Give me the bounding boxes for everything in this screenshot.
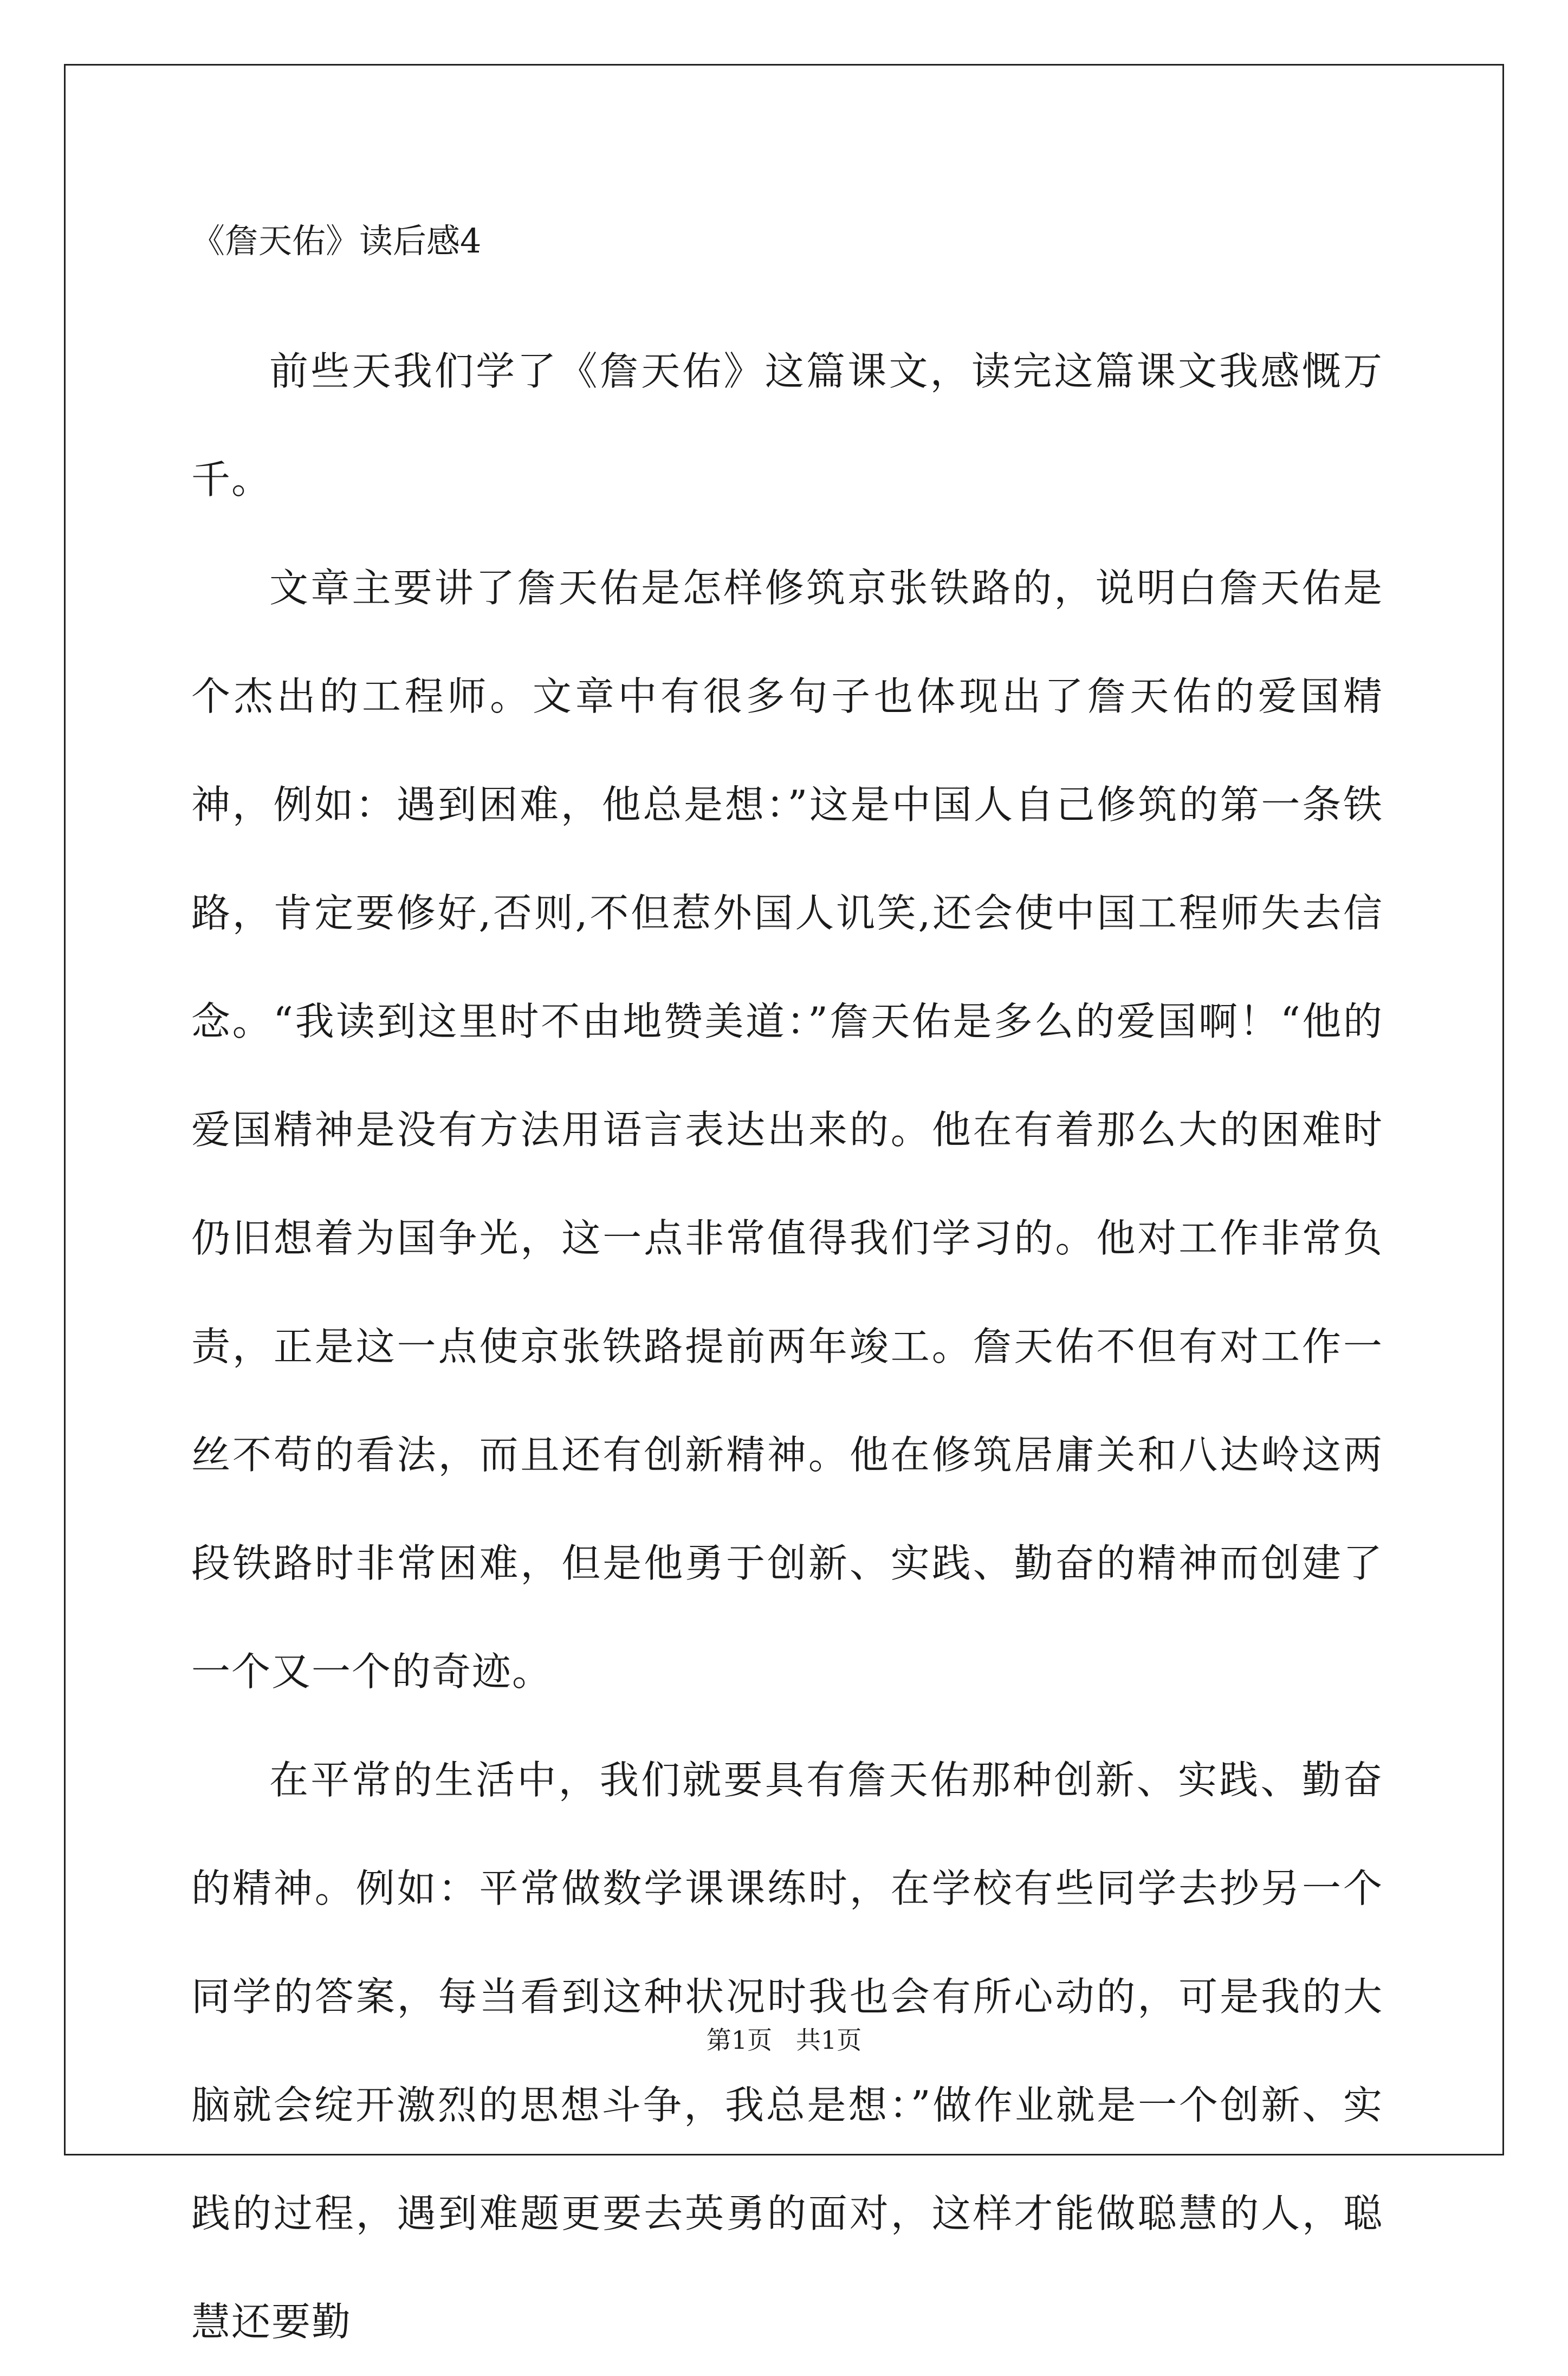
document-body — [191, 317, 1383, 2376]
paragraph-1: 前些天我们学了《詹天佑》这篇课文，读完这篇课文我感慨万千。 — [191, 348, 1383, 502]
paragraph-2: 文章主要讲了詹天佑是怎样修筑京张铁路的，说明白詹天佑是个杰出的工程师。文章中有很多句子也体现出了詹天佑的爱国精神，例如：遇到困难，他总是想：”这是中国人自己修筑的第一条铁路，肯定要修好,否则,不但惹外国人讥笑,还会使中国工程师失去信念。“我读到这里时不由地赞美道：”詹天佑是多么的爱国啊！“他的爱国精神是没有方法用语言表达出来的。他在有着那么大的困难时仍旧想着为国争光，这一点非常值得我们学习的。他对工作非常负责，正是这一点使京张铁路提前两年竣工。詹天佑不但有对工作一丝不苟的看法，而且还有创新精神。他在修筑居庸关和八达岭这两段铁路时非常困难，但是他勇于创新、实践、勤奋的精神而创建了一个又一个的奇迹。 — [191, 565, 1383, 1694]
document-title: 《詹天佑》读后感4 — [191, 221, 482, 261]
paragraph-3: 在平常的生活中，我们就要具有詹天佑那种创新、实践、勤奋的精神。例如：平常做数学课课练时，在学校有些同学去抄另一个同学的答案，每当看到这种状况时我也会有所心动的，可是我的大脑就会绽开激烈的思想斗争，我总是想：”做作业就是一个创新、实践的过程，遇到难题更要去英勇的面对，这样才能做聪慧的人，聪慧还要勤 — [191, 1757, 1383, 2345]
page-number-footer: 第1页 共1页 — [706, 2025, 862, 2055]
